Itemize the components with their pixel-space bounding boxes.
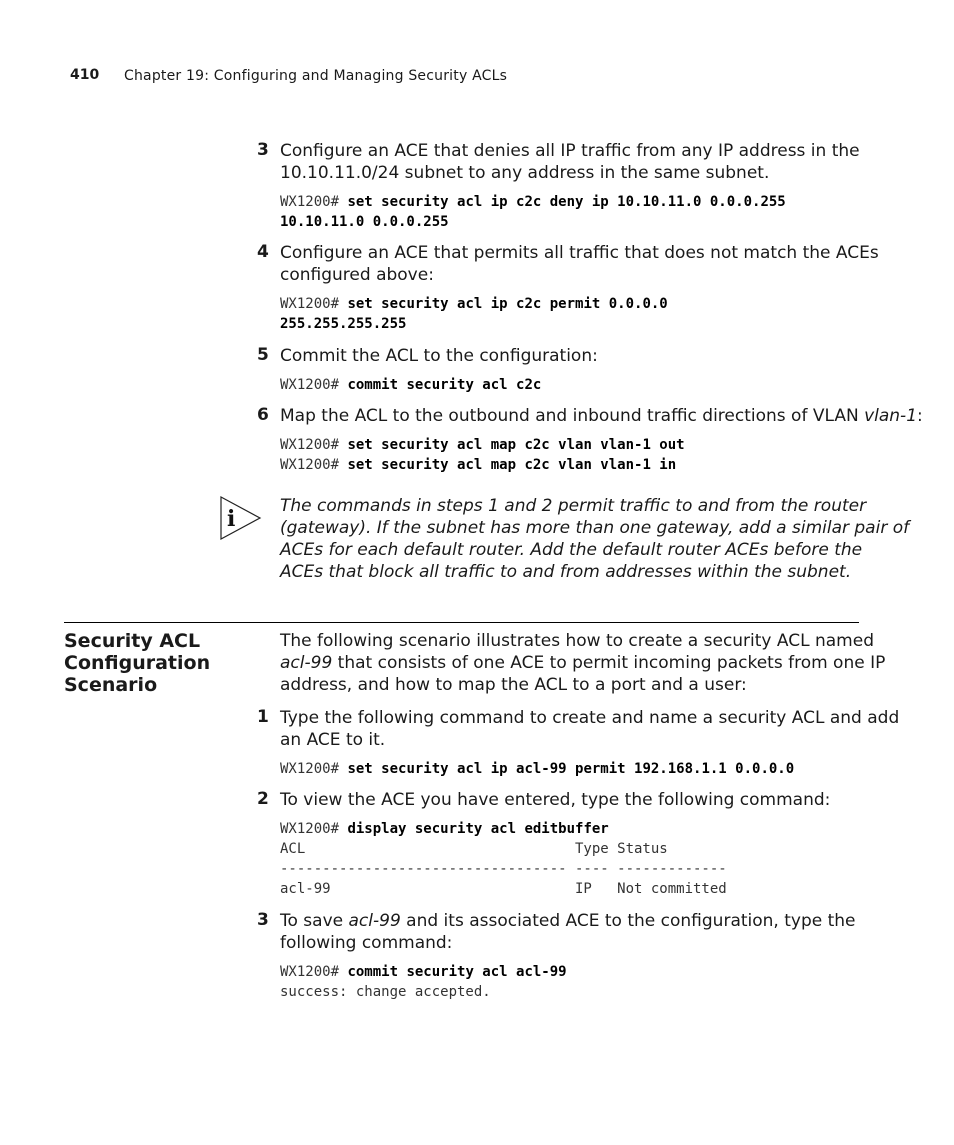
cli-prompt: WX1200# [280, 821, 348, 837]
step-number: 3 [257, 910, 269, 930]
step-number: 3 [257, 140, 269, 160]
cli-command: display security acl editbuffer [347, 821, 609, 837]
text-span: and its associated ACE to the configuration, type the [400, 911, 856, 931]
cli-command: 255.255.255.255 [280, 316, 407, 332]
step-text-line [280, 910, 856, 932]
cli-command: commit security acl acl-99 [347, 964, 567, 980]
text-span: To save [280, 911, 349, 931]
heading-line: Security ACL [64, 630, 201, 652]
step-text-line: an ACE to it. [280, 730, 386, 750]
intro-line: address, and how to map the ACL to a port and a user: [280, 675, 747, 695]
code-block [280, 435, 685, 475]
note-line: The commands in steps 1 and 2 permit traffic to and from the router [280, 496, 867, 516]
step-number: 4 [257, 242, 269, 262]
step-number: 5 [257, 345, 269, 365]
step-text [280, 242, 879, 286]
cli-output: ---------------------------------- ---- ------------- [280, 861, 727, 877]
note-line: (gateway). If the subnet has more than one gateway, add a similar pair of [280, 518, 910, 538]
cli-prompt: WX1200# [280, 457, 348, 473]
note-text [280, 495, 909, 583]
heading-line: Scenario [64, 674, 158, 696]
cli-command: 10.10.11.0 0.0.0.255 [280, 214, 449, 230]
section-intro [280, 630, 885, 696]
step-number: 1 [257, 707, 269, 727]
intro-line [280, 652, 885, 674]
page-number: 410 [70, 67, 100, 83]
step-text-line: Configure an ACE that permits all traffic that does not match the ACEs [280, 243, 879, 263]
cli-prompt: WX1200# [280, 296, 348, 312]
step-text [280, 707, 899, 751]
acl-name: acl-99 [280, 653, 333, 673]
note-line: ACEs that block all traffic to and from addresses within the subnet. [280, 562, 852, 582]
step-text-line: following command: [280, 933, 453, 953]
info-icon [220, 496, 262, 540]
vlan-name: vlan-1 [864, 406, 918, 426]
intro-line: The following scenario illustrates how to create a security ACL named [280, 631, 874, 651]
cli-command: set security acl map c2c vlan vlan-1 in [347, 457, 677, 473]
step-text-line: configured above: [280, 265, 434, 285]
acl-name: acl-99 [348, 911, 401, 931]
section-divider [64, 622, 859, 623]
step-text-line: 10.10.11.0/24 subnet to any address in the same subnet. [280, 163, 770, 183]
cli-output: acl-99 IP Not committed [280, 881, 727, 897]
step-text [280, 405, 923, 427]
step-number: 2 [257, 789, 269, 809]
step-text: To view the ACE you have entered, type the following command: [280, 790, 831, 810]
code-block [280, 819, 727, 899]
code-block [280, 192, 786, 232]
chapter-title: Chapter 19: Configuring and Managing Security ACLs [124, 68, 508, 84]
cli-output: success: change accepted. [280, 984, 491, 1000]
cli-command: commit security acl c2c [347, 377, 542, 393]
text-span: : [917, 406, 923, 426]
code-block [280, 759, 794, 779]
cli-prompt: WX1200# [280, 377, 348, 393]
cli-prompt: WX1200# [280, 194, 348, 210]
svg-text:i: i [227, 506, 236, 532]
note-line: ACEs for each default router. Add the default router ACEs before the [280, 540, 863, 560]
cli-command: set security acl ip c2c permit 0.0.0.0 [347, 296, 668, 312]
cli-command: set security acl ip c2c deny ip 10.10.11.0 0.0.0.255 [347, 194, 786, 210]
step-text [280, 910, 856, 954]
step-text-line: Configure an ACE that denies all IP traffic from any IP address in the [280, 141, 860, 161]
text-span: that consists of one ACE to permit incoming packets from one IP [332, 653, 886, 673]
cli-output: ACL Type Status [280, 841, 668, 857]
section-heading [64, 630, 210, 696]
cli-prompt: WX1200# [280, 964, 348, 980]
code-block [280, 962, 567, 1002]
code-block [280, 294, 668, 334]
step-text [280, 140, 860, 184]
cli-prompt: WX1200# [280, 437, 348, 453]
step-text: Commit the ACL to the configuration: [280, 346, 598, 366]
text-span: Map the ACL to the outbound and inbound traffic directions of VLAN [280, 406, 865, 426]
cli-command: set security acl map c2c vlan vlan-1 out [347, 437, 685, 453]
heading-line: Configuration [64, 652, 211, 674]
cli-command: set security acl ip acl-99 permit 192.168.1.1 0.0.0.0 [347, 761, 795, 777]
step-number: 6 [257, 405, 269, 425]
code-block [280, 375, 541, 395]
cli-prompt: WX1200# [280, 761, 348, 777]
step-text-line: Type the following command to create and name a security ACL and add [280, 708, 900, 728]
